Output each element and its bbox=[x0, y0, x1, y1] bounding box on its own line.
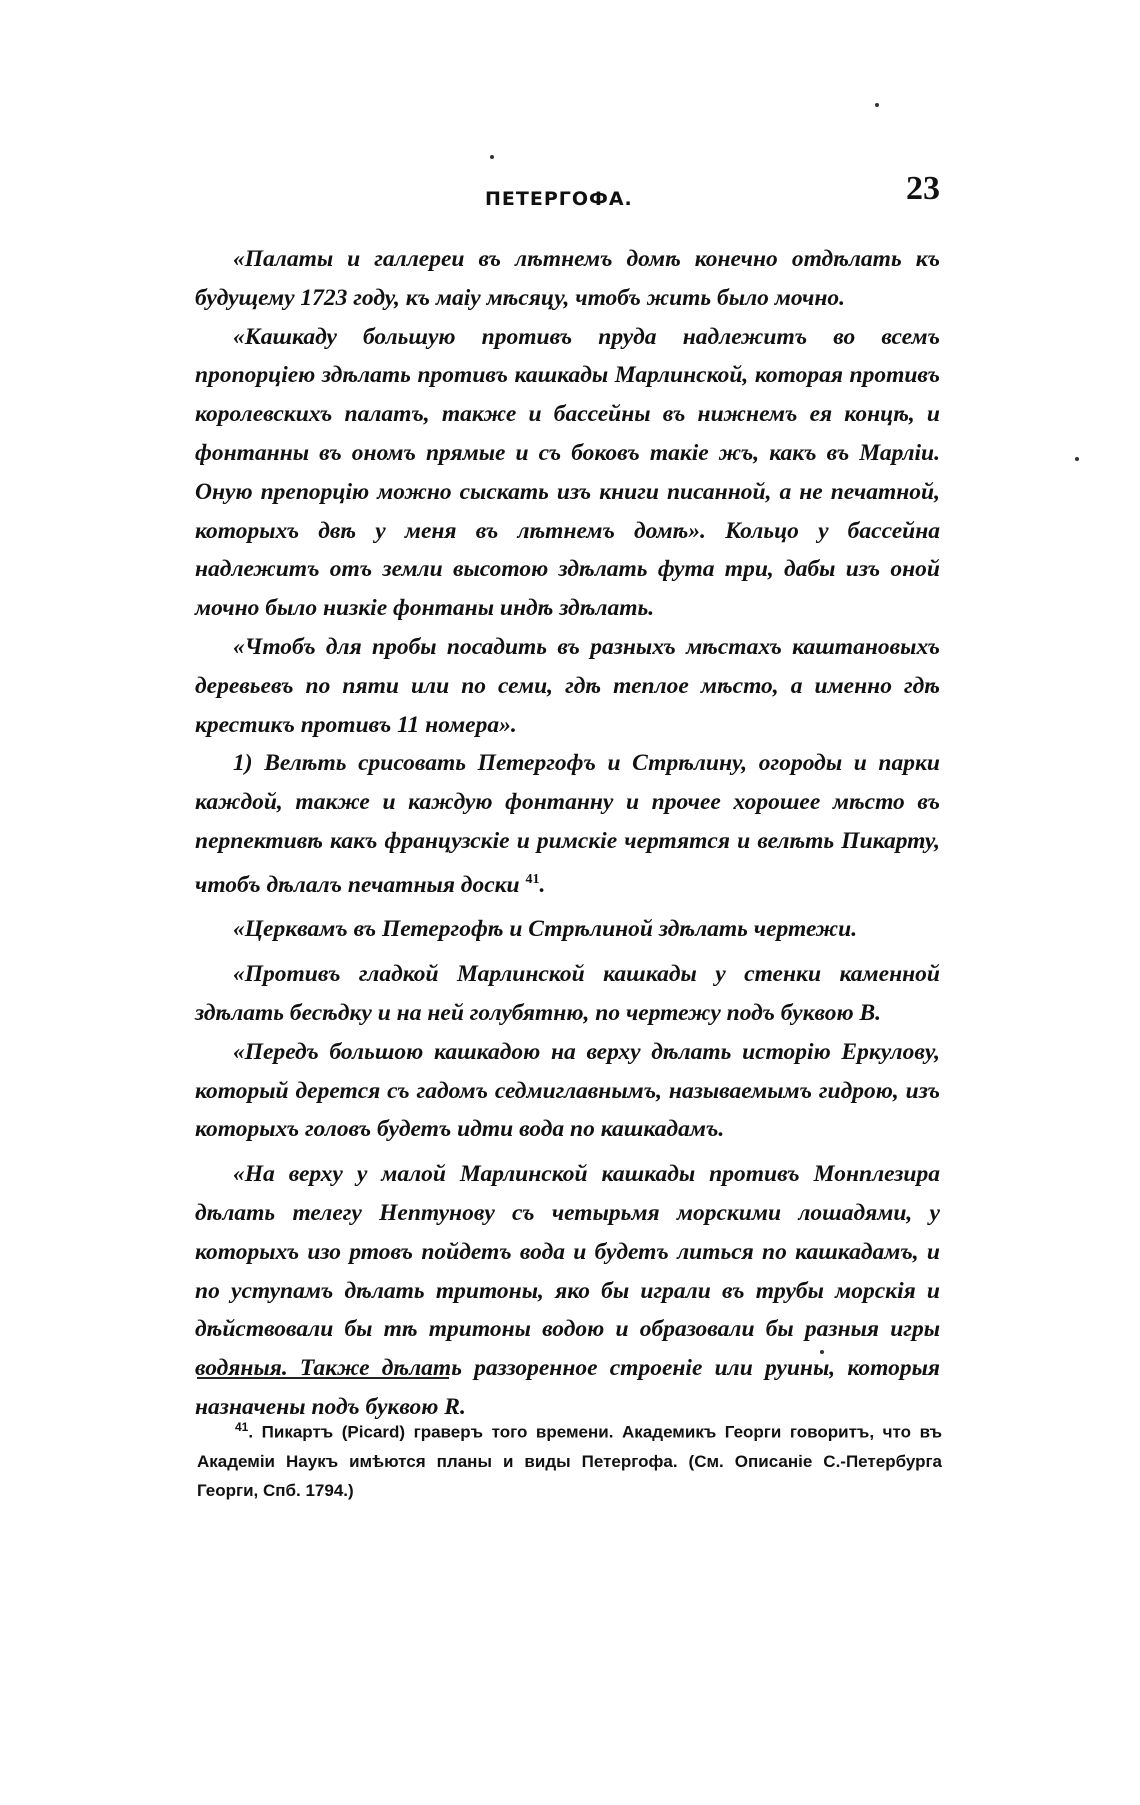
paragraph-drawings bbox=[195, 744, 940, 904]
paragraph-churches: «Церквамъ въ Петергофѣ и Стрѣлиной здѣлать чертежи. bbox=[233, 916, 858, 943]
footnote-divider bbox=[197, 1377, 449, 1379]
body-text bbox=[195, 240, 940, 1427]
footnote-marker: 41 bbox=[235, 1420, 249, 1434]
print-speck bbox=[1075, 457, 1079, 461]
page-number: 23 bbox=[906, 170, 940, 207]
footnotes bbox=[197, 1413, 942, 1505]
paragraph-hercules: «Передъ большою кашкадою на верху дѣлать исторію Еркулову, который дерется съ гадомъ седмиглавнымъ, называемымъ гидрою, изъ которыхъ головъ будетъ идти вода по кашкадамъ. bbox=[195, 1038, 940, 1143]
page-header bbox=[195, 170, 940, 220]
running-head: ПЕТЕРГОФА. bbox=[485, 188, 633, 210]
paragraph-cascade: «Кашкаду большую противъ пруда надлежитъ во всемъ пропорціею здѣлать противъ кашкады Марлинской, которая противъ королевскихъ палатъ, также и бассейны въ нижнемъ ея концѣ, и фонтанны въ ономъ прямые и съ боковъ такіе жъ, какъ въ Марліи. Оную препорцію можно сыскать изъ книги писанной, а не печатной, которыхъ двѣ у меня въ лѣтнемъ домѣ». Кольцо у бассейна надлежитъ отъ земли высотою здѣлать фута три, дабы изъ оной мочно было низкіе фонтаны индѣ здѣлать. bbox=[195, 323, 940, 622]
paragraph-palaces: «Палаты и галлереи въ лѣтнемъ домѣ конечно отдѣлать къ будущему 1723 году, къ маіу мѣсяцу, чтобъ жить было мочно. bbox=[195, 246, 940, 311]
paragraph-gazebo: «Противъ гладкой Марлинской кашкады у стенки каменной здѣлать бесѣдку и на ней голубятню, по чертежу подъ буквою B. bbox=[195, 961, 940, 1026]
footnote-41 bbox=[197, 1413, 942, 1505]
footnote-text: . Пикартъ (Picard) граверъ того времени. Академикъ Георги говоритъ, что въ Академіи Наукъ имѣются планы и виды Петергофа. (См. Описаніе С.-Петербурга Георги, Спб. 1794.) bbox=[197, 1422, 942, 1500]
print-speck bbox=[820, 1350, 824, 1354]
paragraph-chestnut-trees: «Чтобъ для пробы посадить въ разныхъ мѣстахъ каштановыхъ деревьевъ по пяти или по семи, гдѣ теплое мѣсто, а именно гдѣ крестикъ противъ 11 номера». bbox=[195, 633, 940, 738]
paragraph-drawings-text: 1) Велѣть срисовать Петергофъ и Стрѣлину, огороды и парки каждой, также и каждую фонтанну и прочее хорошее мѣсто въ перпективѣ какъ французскіе и римскіе чертятся и велѣть Пикарту, чтобъ дѣлалъ печатныя доски bbox=[195, 750, 940, 898]
footnote-reference[interactable]: 41 bbox=[525, 871, 540, 887]
paragraph-drawings-end: . bbox=[539, 871, 546, 898]
print-speck bbox=[875, 103, 879, 107]
print-speck bbox=[490, 155, 494, 159]
paragraph-neptune: «На верху у малой Марлинской кашкады противъ Монплезира дѣлать телегу Нептунову съ четырьмя морскими лошадями, у которыхъ изо ртовъ пойдетъ вода и будетъ литься по кашкадамъ, и по уступамъ дѣлать тритоны, яко бы играли въ трубы морскія и дѣйствовали бы тѣ тритоны водою и образовали бы разныя игры водяныя. Также дѣлать раззоренное строеніе или руины, которыя назначены подъ буквою R. bbox=[195, 1161, 940, 1420]
